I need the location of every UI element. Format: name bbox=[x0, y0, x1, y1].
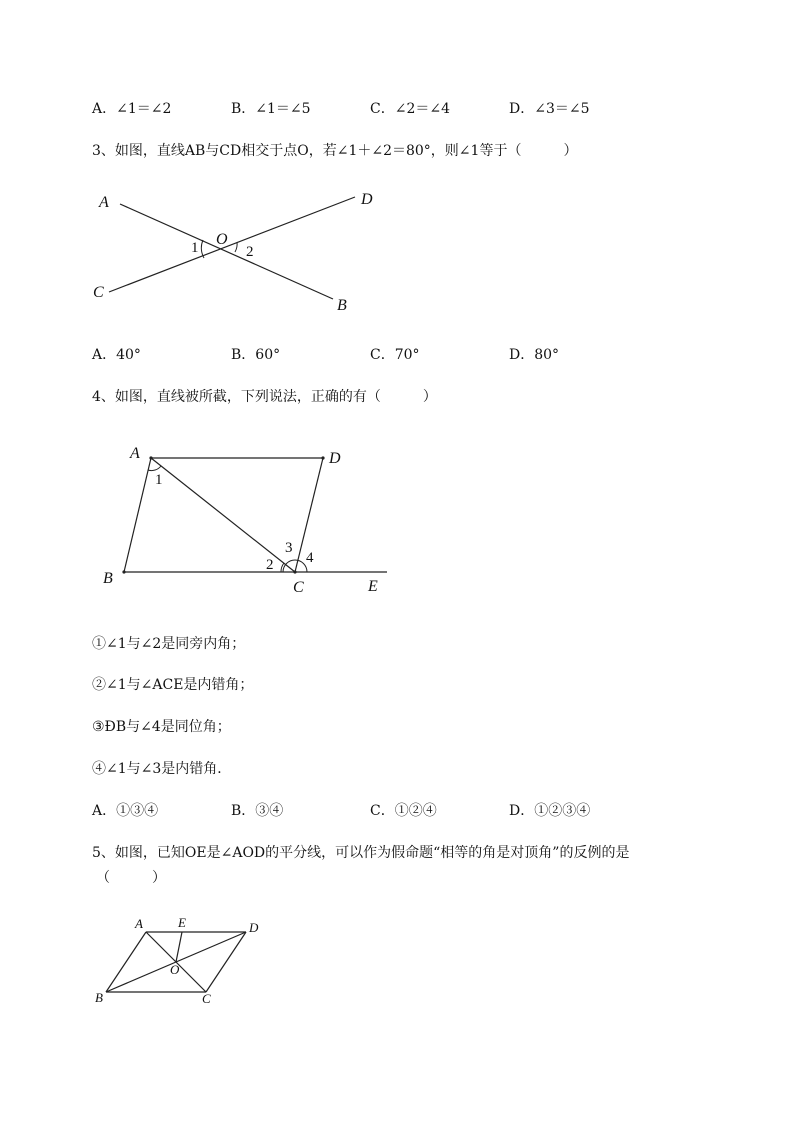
label-a: A bbox=[130, 445, 140, 462]
label-angle-1: 1 bbox=[191, 240, 199, 256]
q4-statement-4: ④∠1与∠3是内错角． bbox=[92, 761, 232, 777]
label-angle-3: 3 bbox=[285, 540, 293, 556]
label-o: O bbox=[170, 962, 180, 977]
q3-question: 3、如图，直线AB与CD相交于点O，若∠1＋∠2＝80°，则∠1等于（ ） bbox=[92, 143, 578, 159]
q4-option-c: C．①②④ bbox=[370, 803, 437, 819]
q3-option-b: B．60° bbox=[231, 347, 281, 363]
label-d: D bbox=[329, 450, 341, 467]
q3-option-d: D．80° bbox=[509, 347, 560, 363]
q4-option-d: D．①②③④ bbox=[509, 803, 591, 819]
label-b: B bbox=[337, 297, 347, 314]
label-o: O bbox=[216, 231, 228, 248]
q2-option-b: B．∠1＝∠5 bbox=[231, 101, 311, 117]
label-angle-2: 2 bbox=[266, 557, 274, 573]
q5-answer-blank: （ ） bbox=[96, 870, 166, 886]
q4-statement-1: ①∠1与∠2是同旁内角； bbox=[92, 636, 246, 652]
q4-statement-3: ③ÐB与∠4是同位角； bbox=[92, 719, 231, 735]
angle-1-arc bbox=[148, 466, 161, 471]
label-e: E bbox=[368, 578, 378, 595]
line-cd bbox=[109, 197, 355, 292]
label-a: A bbox=[99, 194, 109, 211]
segment-oe bbox=[176, 932, 182, 962]
label-e: E bbox=[178, 915, 186, 930]
q3-option-c: C．70° bbox=[370, 347, 420, 363]
q4-option-b: B．③④ bbox=[231, 803, 284, 819]
q4-statement-2: ②∠1与∠ACE是内错角； bbox=[92, 677, 254, 693]
q4-option-a: A．①③④ bbox=[92, 803, 159, 819]
label-d: D bbox=[249, 920, 259, 935]
label-b: B bbox=[103, 570, 113, 587]
q4-figure bbox=[95, 440, 405, 600]
label-c: C bbox=[293, 579, 304, 596]
q5-figure bbox=[90, 912, 270, 1012]
label-a: A bbox=[135, 916, 143, 931]
segment-ab bbox=[124, 458, 151, 572]
label-angle-2: 2 bbox=[246, 244, 254, 260]
label-c: C bbox=[202, 991, 211, 1006]
segment-ac bbox=[151, 458, 295, 572]
label-angle-4: 4 bbox=[306, 550, 314, 566]
label-b: B bbox=[95, 990, 103, 1005]
q5-question: 5、如图，已知OE是∠AOD的平分线，可以作为假命题“相等的角是对顶角”的反例的是 bbox=[92, 845, 630, 861]
q4-question: 4、如图，直线被所截，下列说法，正确的有（ ） bbox=[92, 389, 437, 405]
q2-option-a: A．∠1＝∠2 bbox=[92, 101, 172, 117]
q3-figure bbox=[85, 180, 385, 320]
q2-option-c: C．∠2＝∠4 bbox=[370, 101, 450, 117]
q2-option-d: D．∠3＝∠5 bbox=[509, 101, 590, 117]
label-d: D bbox=[361, 191, 373, 208]
label-angle-1: 1 bbox=[155, 472, 163, 488]
label-c: C bbox=[93, 284, 104, 301]
q3-option-a: A．40° bbox=[92, 347, 141, 363]
